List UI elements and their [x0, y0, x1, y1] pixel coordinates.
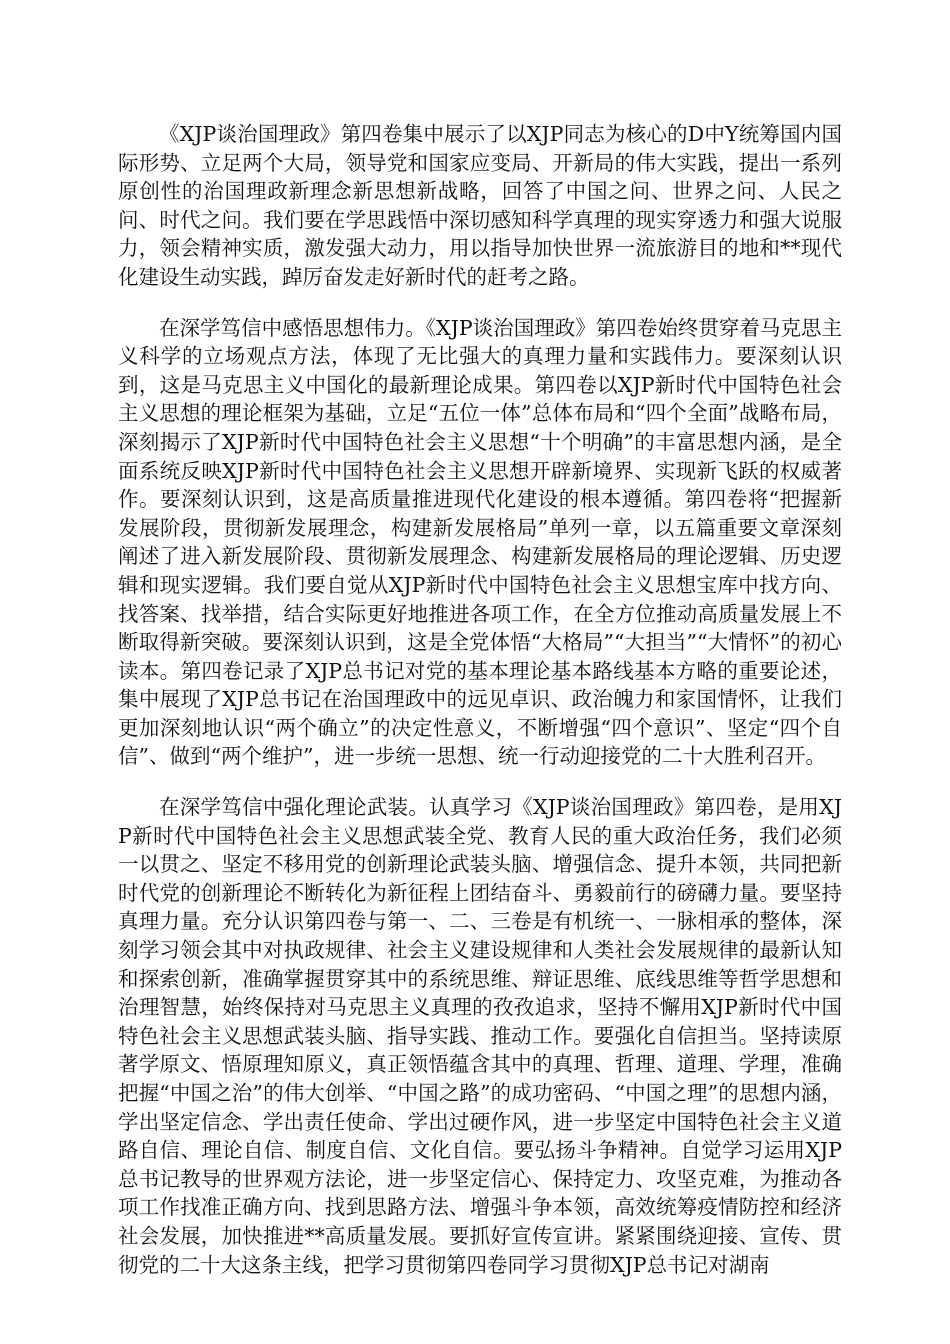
paragraph-theory-armament: 在深学笃信中强化理论武装。认真学习《XJP谈治国理政》第四卷，是用XJP新时代中国特色社会主义思想武装全党、教育人民的重大政治任务，我们必须一以贯之、坚定不移用党的创新理论武装头脑、增强信念、提升本领，共同把新时代党的创新理论不断转化为新征程上团结奋斗、勇毅前行的磅礴力量。要坚持真理力量。充分认识第四卷与第一、二、三卷是有机统一、一脉相承的整体，深刻学习领会其中对执政规律、社会主义建设规律和人类社会发展规律的最新认知和探索创新，准确掌握贯穿其中的系统思维、辩证思维、底线思维等哲学思想和治理智慧，始终保持对马克思主义真理的孜孜追求，坚持不懈用XJP新时代中国特色社会主义思想武装头脑、指导实践、推动工作。要强化自信担当。坚持读原著学原文、悟原理知原义，真正领悟蕴含其中的真理、哲理、道理、学理，准确把握“中国之治”的伟大创举、“中国之路”的成功密码、“中国之理”的思想内涵，学出坚定信念、学出责任使命、学出过硬作风，进一步坚定中国特色社会主义道路自信、理论自信、制度自信、文化自信。要弘扬斗争精神。自觉学习运用XJP总书记教导的世界观方法论，进一步坚定信心、保持定力、攻坚克难，为推动各项工作找准正确方向、找到思路方法、增强斗争本领，高效统筹疫情防控和经济社会发展，加快推进**高质量发展。要抓好宣传宣讲。紧紧围绕迎接、宣传、贯彻党的二十大这条主线，把学习贯彻第四卷同学习贯彻XJP总书记对湖南	[118, 795, 842, 1277]
paragraph-thought-power: 在深学笃信中感悟思想伟力。《XJP谈治国理政》第四卷始终贯穿着马克思主义科学的立场观点方法，体现了无比强大的真理力量和实践伟力。要深刻认识到，这是马克思主义中国化的最新理论成果。第四卷以XJP新时代中国特色社会主义思想的理论框架为基础，立足“五位一体”总体布局和“四个全面”战略布局，深刻揭示了XJP新时代中国特色社会主义思想“十个明确”的丰富思想内涵，是全面系统反映XJP新时代中国特色社会主义思想开辟新境界、实现新飞跃的权威著作。要深刻认识到，这是高质量推进现代化建设的根本遵循。第四卷将“把握新发展阶段，贯彻新发展理念，构建新发展格局”单列一章，以五篇重要文章深刻阐述了进入新发展阶段、贯彻新发展理念、构建新发展格局的理论逻辑、历史逻辑和现实逻辑。我们要自觉从XJP新时代中国特色社会主义思想宝库中找方向、找答案、找举措，结合实际更好地推进各项工作，在全方位推动高质量发展上不断取得新突破。要深刻认识到，这是全党体悟“大格局”“大担当”“大情怀”的初心读本。第四卷记录了XJP总书记对党的基本理论基本路线基本方略的重要论述，集中展现了XJP总书记在治国理政中的远见卓识、政治魄力和家国情怀，让我们更加深刻地认识“两个确立”的决定性意义，不断增强“四个意识”、坚定“四个自信”、做到“两个维护”，进一步统一思想、统一行动迎接党的二十大胜利召开。	[118, 315, 842, 769]
paragraph-intro: 《XJP谈治国理政》第四卷集中展示了以XJP同志为核心的D中Y统筹国内国际形势、立足两个大局，领导党和国家应变局、开新局的伟大实践，提出一系列原创性的治国理政新理念新思想新战略，回答了中国之问、世界之问、人民之问、时代之问。我们要在学思践悟中深切感知科学真理的现实穿透力和强大说服力，领会精神实质，激发强大动力，用以指导加快世界一流旅游目的地和**现代化建设生动实践，踔厉奋发走好新时代的赶考之路。	[118, 122, 842, 289]
document-body	[118, 120, 842, 1301]
